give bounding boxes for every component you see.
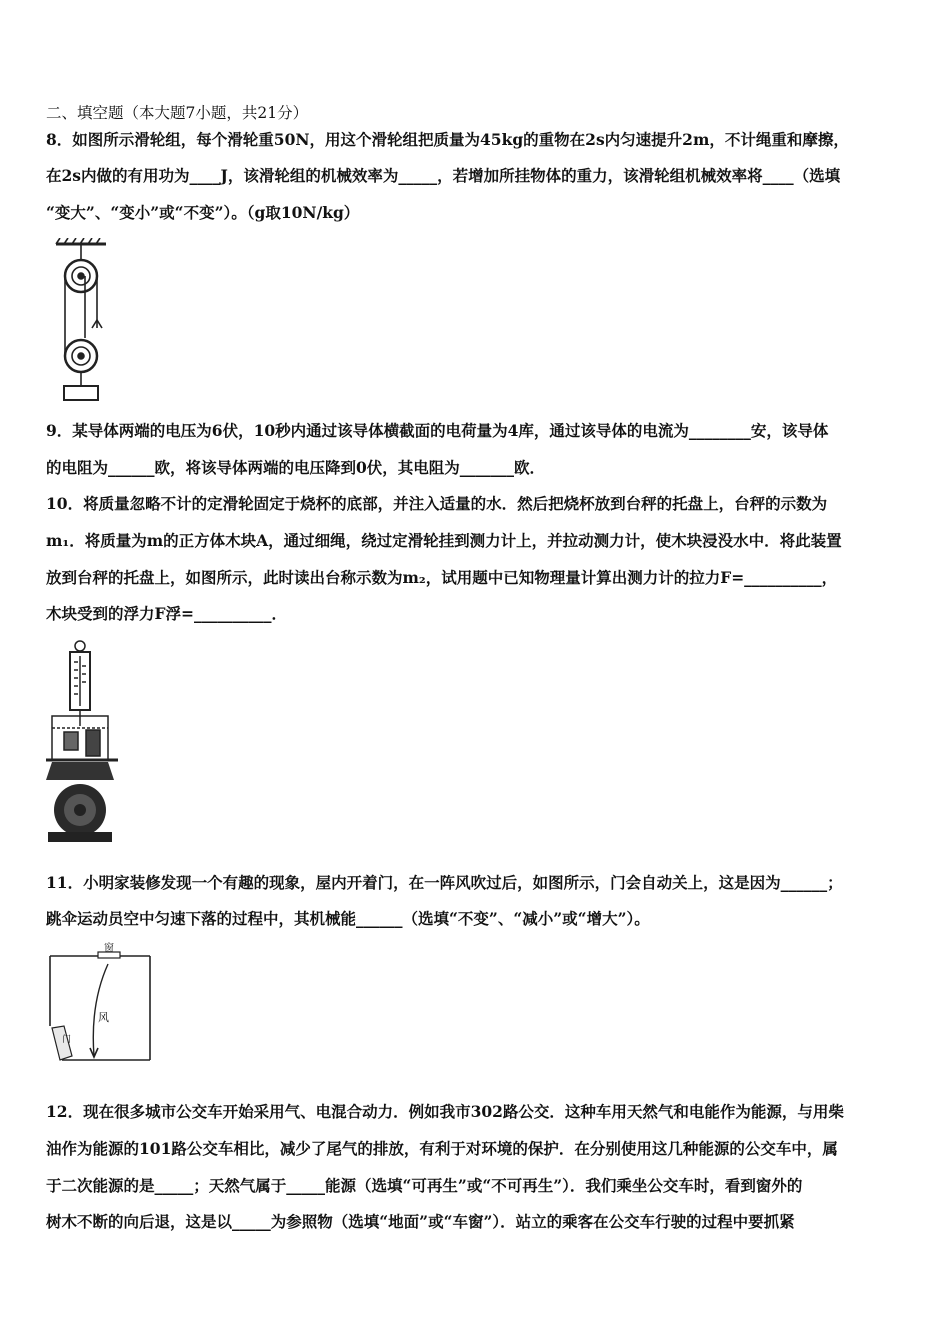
q10-line-1: 10．将质量忽略不计的定滑轮固定于烧杯的底部，并注入适量的水．然后把烧杯放到台秤的托盘上，台秤的示数为 <box>46 494 828 513</box>
q12-line-1: 12．现在很多城市公交车开始采用气、电混合动力．例如我市302路公交．这种车用天然气和电能作为能源，与用柴 <box>46 1102 844 1121</box>
door-wind-figure <box>48 944 152 1064</box>
q12-line-3: 于二次能源的是_____；天然气属于_____能源（选填“可再生”或“不可再生”）．我们乘坐公交车时，看到窗外的 <box>46 1176 803 1195</box>
scale-figure <box>42 638 122 844</box>
q10-line-3: 放到台秤的托盘上，如图所示，此时读出台称示数为m₂，试用题中已知物理量计算出测力计的拉力F=__________， <box>46 568 838 587</box>
q8-line-2: 在2s内做的有用功为____J，该滑轮组的机械效率为_____，若增加所挂物体的重力，该滑轮组机械效率将____（选填 <box>46 166 841 185</box>
q9-line-1: 9．某导体两端的电压为6伏，10秒内通过该导体横截面的电荷量为4库，通过该导体的电流为________安，该导体 <box>46 421 829 440</box>
door-label: 门 <box>62 1035 72 1045</box>
q12-line-2: 油作为能源的101路公交车相比，减少了尾气的排放，有利于对环境的保护．在分别使用这几种能源的公交车中，属 <box>46 1139 838 1158</box>
q11-line-2: 跳伞运动员空中匀速下落的过程中，其机械能______（选填“不变”、“减小”或“增大”）。 <box>46 909 650 928</box>
q10-line-2: m₁．将质量为m的正方体木块A，通过细绳，绕过定滑轮挂到测力计上，并拉动测力计，使木块浸没水中．将此装置 <box>46 531 842 550</box>
section-heading: 二、填空题（本大题7小题，共21分） <box>46 104 309 122</box>
window-label: 窗 <box>104 943 114 954</box>
q8-line-1: 8．如图所示滑轮组，每个滑轮重50N，用这个滑轮组把质量为45kg的重物在2s内匀速提升2m，不计绳重和摩擦， <box>46 130 849 149</box>
q12-line-4: 树木不断的向后退，这是以_____为参照物（选填“地面”或“车窗”）．站立的乘客在公交车行驶的过程中要抓紧 <box>46 1212 795 1231</box>
q9-line-2: 的电阻为______欧，将该导体两端的电压降到0伏，其电阻为_______欧． <box>46 458 546 477</box>
pulley-figure <box>52 238 112 406</box>
q8-line-3: “变大”、“变小”或“不变”）。（g取10N/kg） <box>46 203 360 222</box>
q11-line-1: 11．小明家装修发现一个有趣的现象，屋内开着门，在一阵风吹过后，如图所示，门会自动关上，这是因为______； <box>46 873 843 892</box>
wind-label: 风 <box>98 1011 109 1024</box>
q10-line-4: 木块受到的浮力F浮=__________． <box>46 604 287 623</box>
